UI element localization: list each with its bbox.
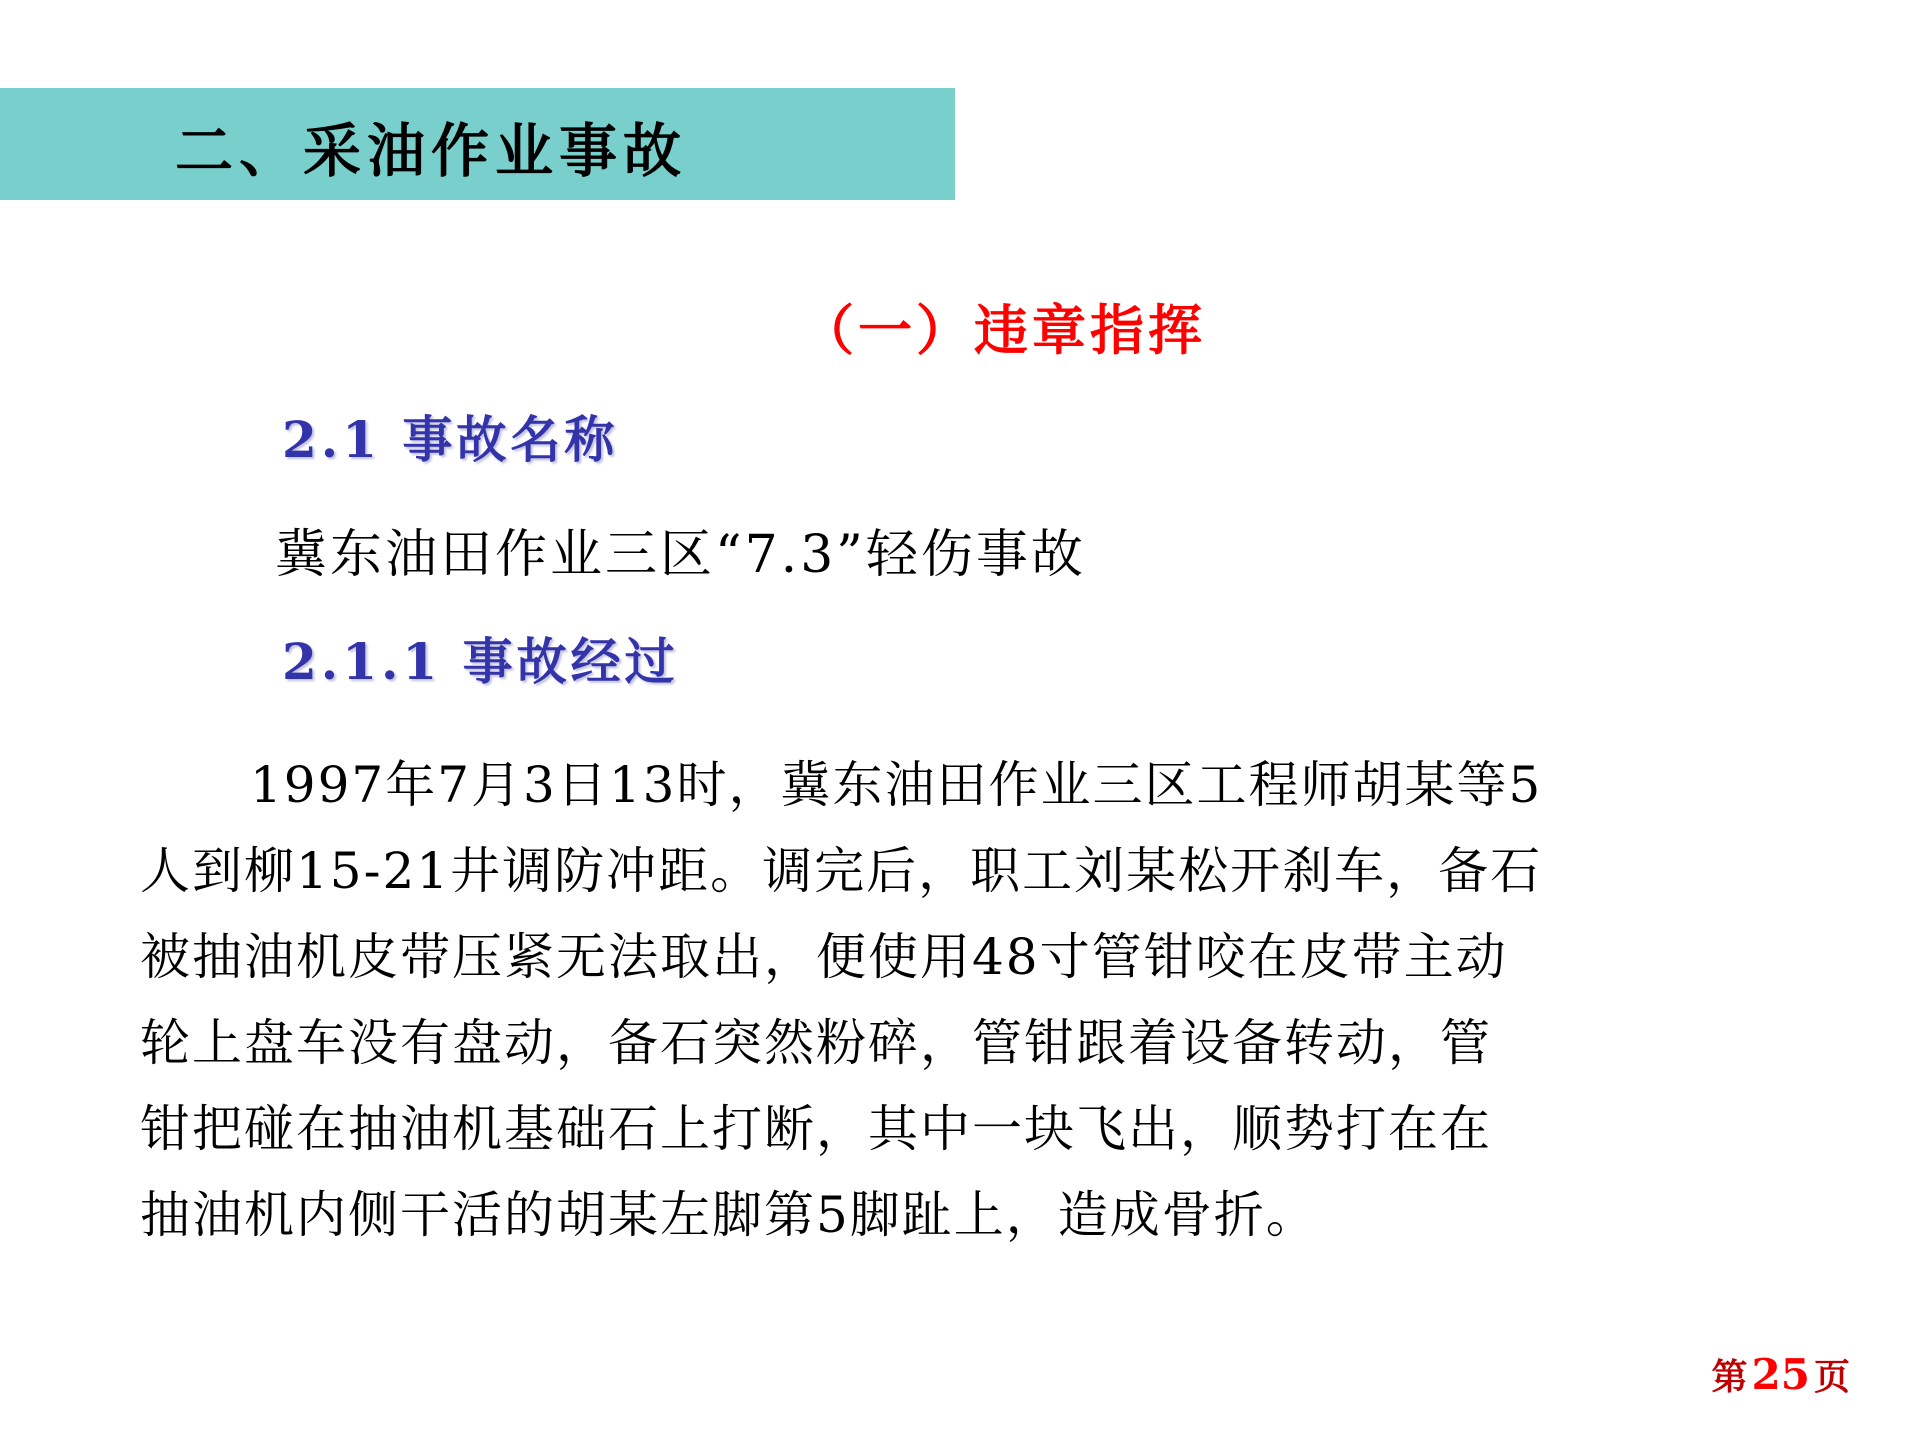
paragraph-line: 1997年7月3日13时，冀东油田作业三区工程师胡某等5	[250, 756, 1543, 814]
accident-description-paragraph	[140, 742, 1840, 1258]
paragraph-line: 被抽油机皮带压紧无法取出，便使用48寸管钳咬在皮带主动	[140, 928, 1508, 986]
paragraph-line: 轮上盘车没有盘动，备石突然粉碎，管钳跟着设备转动，管	[140, 1014, 1492, 1072]
page-number-value: 25	[1751, 1350, 1810, 1399]
heading-2-1: 2.1 事故名称	[282, 410, 619, 469]
subsection-title: （一）违章指挥	[800, 298, 1206, 362]
accident-name-text: 冀东油田作业三区“7.3”轻伤事故	[275, 525, 1086, 585]
page-number-prefix: 第	[1711, 1356, 1748, 1398]
section-header-title: 二、采油作业事故	[175, 117, 688, 185]
page-number-suffix: 页	[1813, 1356, 1850, 1398]
paragraph-line: 钳把碰在抽油机基础石上打断，其中一块飞出，顺势打在在	[140, 1100, 1492, 1158]
paragraph-line: 人到柳15-21井调防冲距。调完后，职工刘某松开刹车，备石	[140, 842, 1543, 900]
page-number	[1712, 1349, 1850, 1400]
paragraph-line: 抽油机内侧干活的胡某左脚第5脚趾上，造成骨折。	[140, 1186, 1318, 1244]
heading-2-1-1: 2.1.1 事故经过	[282, 632, 679, 691]
